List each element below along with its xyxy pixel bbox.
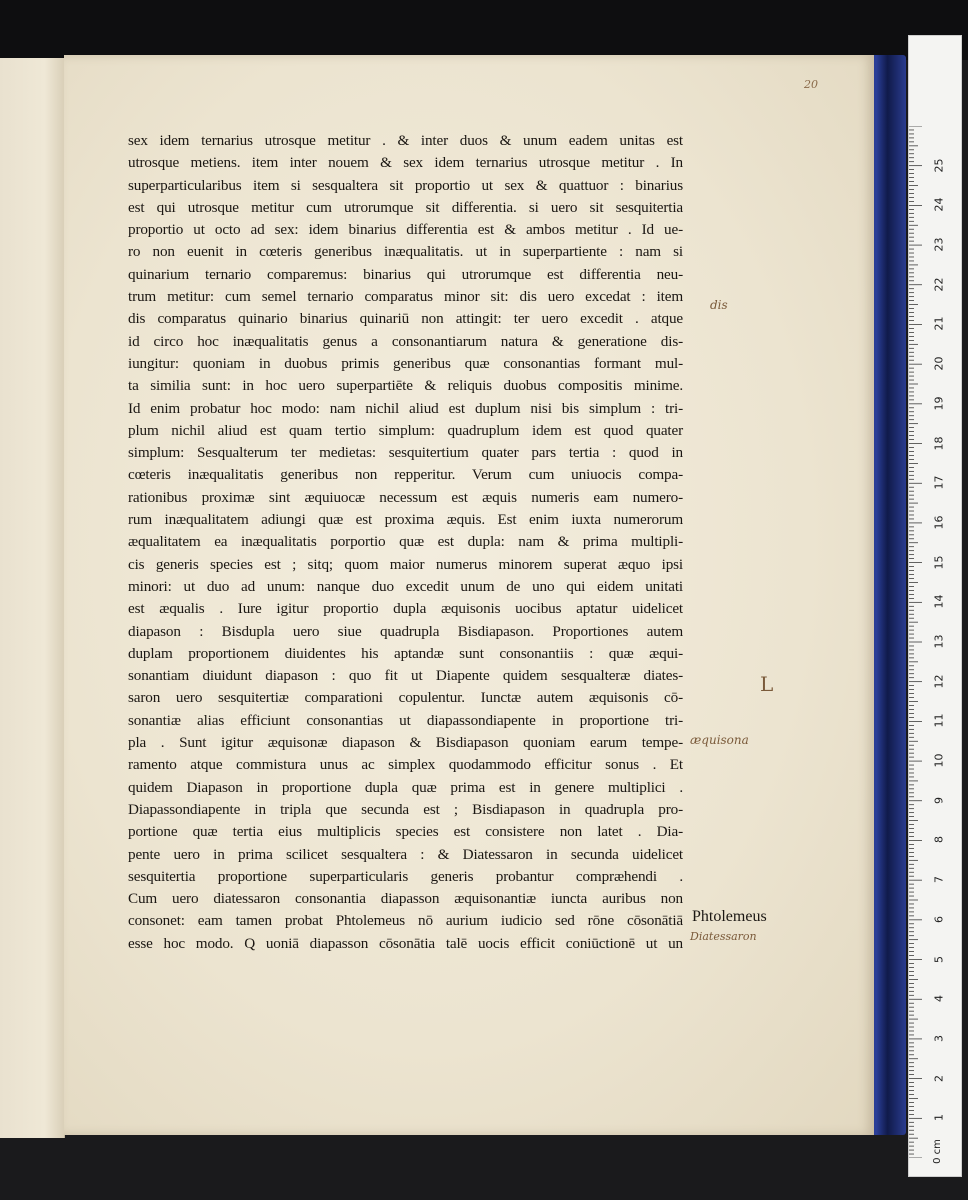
text-line: sonantiam diuidunt diapason : quo fit ut Diapente quidem sesqualteræ diates- [128, 667, 683, 685]
text-line: sonantiæ alias efficiunt consonantias ut diapassondiapente in proportione tri- [128, 711, 683, 729]
ruler-number: 13 [932, 634, 946, 649]
marginal-note-dis: dis [710, 298, 728, 312]
marginal-note-aequisona: æquisona [690, 733, 749, 747]
text-line: æqualitatem ea inæqualitatis porportio quæ est dupla: nam & prima multipli- [128, 533, 683, 551]
ruler-ticks [909, 126, 923, 1158]
text-line: saron uero sesquitertiæ comparationi copulentur. Iunctæ autem æquisonis cō- [128, 689, 683, 707]
text-line: Cum uero diatessaron consonantia diapasson æquisonantiæ iuncta auribus non [128, 890, 683, 908]
ruler-number: 20 [932, 356, 946, 371]
ruler-number: 22 [932, 277, 946, 292]
ruler-number: 15 [932, 555, 946, 570]
text-line: simplum: Sesqualterum ter medietas: sesquitertium quater pars tertia : quod in [128, 444, 683, 462]
marginal-note-phtolemeus: Phtolemeus [692, 908, 767, 925]
ruler-number: 1 [932, 1114, 946, 1122]
ruler-number: 18 [932, 436, 946, 451]
folio-number: 20 [804, 78, 818, 91]
text-line: ramento atque commistura unus ac simplex quodammodo efficitur sonus . Et [128, 756, 683, 774]
marginal-note-diatessaron: Diatessaron [690, 930, 757, 943]
ruler-number: 16 [932, 515, 946, 530]
text-line: ro non euenit in cœteris generibus inæqualitatis. ut in superpartiente : nam si [128, 243, 683, 261]
ruler-number: 24 [932, 197, 946, 212]
ruler-number: 19 [932, 396, 946, 411]
text-line: portione quæ tertia eius multiplicis species est consistere non latet . Dia- [128, 823, 683, 841]
ruler-number: 21 [932, 316, 946, 331]
text-line: proportio ut octo ad sex: idem binarius differentia est & ambos metitur . Id ue- [128, 221, 683, 239]
text-line: sesquitertia proportione superparticularis generis probantur compræhendi . [128, 867, 683, 885]
text-line: pente uero in prima scilicet sesqualtera : & Diatessaron in secunda uidelicet [128, 845, 683, 863]
ruler-number: 8 [932, 836, 946, 844]
text-line: superparticularibus item si sesqualtera sit proportio ut sex & quattuor : binarius [128, 176, 683, 194]
text-line: trum metitur: cum semel ternario comparatus minor sit: dis uero excedat : item [128, 288, 683, 306]
measuring-ruler [908, 35, 962, 1177]
text-line: pla . Sunt igitur æquisonæ diapason & Bisdiapason quoniam earum tempe- [128, 734, 683, 752]
text-line: est qui utrosque metitur cum utrorumque sit differentia. si uero sit sesquitertia [128, 198, 683, 216]
ruler-number: 14 [932, 594, 946, 609]
text-line: rum inæqualitatem adiungi quæ est proxima æquis. Est enim iuxta numerorum [128, 511, 683, 529]
ruler-number: 10 [932, 753, 946, 768]
ruler-number: 4 [932, 995, 946, 1003]
page-text-block [128, 130, 683, 955]
text-line: duplam proportionem diuidentes his aptandæ sunt consonantiis : quæ æqui- [128, 644, 683, 662]
ruler-number: 17 [932, 475, 946, 490]
text-line: id circo hoc inæqualitatis genus a consonantiarum natura & generatione dis- [128, 332, 683, 350]
ruler-number: 3 [932, 1034, 946, 1042]
text-line: rationibus proximæ sint æquiuocæ necessum est æquis numeris eam numero- [128, 488, 683, 506]
ruler-number: 5 [932, 955, 946, 963]
ruler-number: 11 [932, 713, 946, 728]
text-line: utrosque metiens. item inter nouem & sex idem ternarius utrosque metitur . In [128, 154, 683, 172]
background-top [0, 0, 968, 60]
text-line: Diapassondiapente in tripla que secunda est ; Bisdiapason in quadrupla pro- [128, 800, 683, 818]
ruler-number: 2 [932, 1074, 946, 1082]
text-line: iungitur: quoniam in duobus primis generibus quæ consonantias formant mul- [128, 354, 683, 372]
text-line: ta similia sunt: in hoc uero superpartiēte & reliquis duobus compositis minime. [128, 377, 683, 395]
ruler-number: 23 [932, 237, 946, 252]
ruler-number: 6 [932, 915, 946, 923]
ruler-number: 12 [932, 674, 946, 689]
text-line: minori: ut duo ad unum: nanque duo excedit unum de uno qui eidem unitati [128, 577, 683, 595]
text-line: quidem Diapason in proportione dupla quæ prima est in genere multiplici . [128, 778, 683, 796]
text-line: esse hoc modo. Q uoniā diapasson cōsonātia talē uocis efficit coniūctionē ut un [128, 934, 683, 952]
text-line: quinarium ternario comparemus: binarius qui utrorumque est differentia neu- [128, 265, 683, 283]
marginal-mark: L [760, 672, 774, 696]
ruler-number: 25 [932, 158, 946, 173]
text-line: Id enim probatur hoc modo: nam nichil aliud est duplum nisi bis simplum : tri- [128, 399, 683, 417]
text-line: consonet: eam tamen probat Phtolemeus nō aurium iudicio sed rōne cōsonātiā [128, 912, 683, 930]
ruler-number: 7 [932, 876, 946, 884]
ruler-unit: 0 cm [931, 1139, 943, 1164]
facing-page [0, 58, 65, 1138]
text-line: est æqualis . Iure igitur proportio dupla æquisonis uocibus aptatur uidelicet [128, 600, 683, 618]
text-line: cis generis species est ; sitq; quom maior numerus minorem superat æquo ipsi [128, 555, 683, 573]
text-line: cœteris inæqualitatis generibus non repperitur. Verum cum uniuocis compa- [128, 466, 683, 484]
text-line: plum nichil aliud est quam tertio simplum: quadruplum idem est quod quater [128, 421, 683, 439]
text-line: sex idem ternarius utrosque metitur . & inter duos & unum eadem unitas est [128, 132, 683, 149]
text-line: diapason : Bisdupla uero siue quadrupla Bisdiapason. Proportiones autem [128, 622, 683, 640]
text-line: dis comparatus quinario binarius quinariū non attingit: ter uero excedit . atque [128, 310, 683, 328]
ruler-number: 9 [932, 796, 946, 804]
